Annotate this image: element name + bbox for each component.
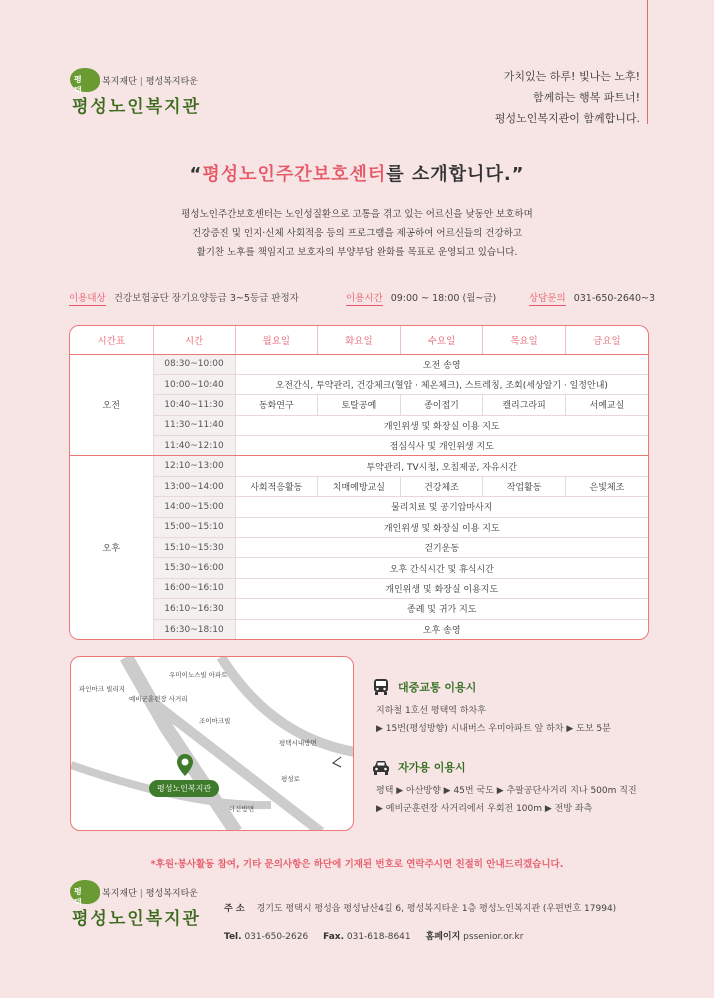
activity-cell-wed: 종이접기	[400, 395, 483, 415]
period-morning: 오전	[70, 354, 153, 456]
map-label-7: 아산방면	[229, 805, 255, 813]
time-cell: 15:30~16:00	[153, 558, 235, 578]
map-label-1: 파인마크 빌리지	[79, 685, 126, 693]
activity-cell: 걷기운동	[235, 538, 648, 558]
location-pin-icon	[177, 754, 193, 776]
car-icon	[372, 758, 390, 776]
header-thu: 목요일	[483, 326, 566, 354]
car-line-2: ▶ 예비군훈련장 사거리에서 우회전 100m ▶ 전방 좌측	[376, 804, 593, 814]
fax-value: 031-618-8641	[346, 932, 411, 942]
logo-org: 복지재단 | 평성복지타운	[102, 77, 198, 87]
bus-line-2: ▶ 15번(평성방향) 시내버스 우미아파트 앞 하차 ▶ 도보 5분	[376, 724, 611, 734]
table-row	[70, 415, 648, 435]
fax-label: Fax.	[323, 932, 344, 942]
hours-info	[346, 290, 496, 304]
logo-name: 평성노인복지관	[72, 97, 201, 117]
contact-info	[529, 290, 655, 304]
bus-title: 대중교통 이용시	[398, 681, 477, 694]
headline	[0, 160, 714, 186]
activity-cell: 개인위생 및 화장실 이용지도	[235, 578, 648, 598]
target-info	[69, 290, 299, 304]
activity-cell: 물리치료 및 공기압마사지	[235, 497, 648, 517]
time-cell: 13:00~14:00	[153, 476, 235, 496]
logo-org1: 복지재단	[102, 77, 137, 87]
table-row	[70, 599, 648, 619]
table-row	[70, 395, 648, 415]
activity-cell-fri: 은빛체조	[565, 476, 648, 496]
intro-text	[0, 205, 714, 262]
time-cell: 15:00~15:10	[153, 517, 235, 537]
time-cell: 08:30~10:00	[153, 354, 235, 374]
headline-rest: 를 소개합니다.”	[386, 164, 525, 185]
header-timetable: 시간표	[70, 326, 153, 354]
table-row	[70, 538, 648, 558]
slogan-line-3: 평성노인복지관이 함께합니다.	[494, 112, 640, 125]
contact-value: 031-650-2640~3	[573, 293, 656, 304]
table-row	[70, 558, 648, 578]
period-afternoon: 오후	[70, 456, 153, 640]
logo-org2: 평성복지타운	[145, 77, 198, 87]
header-wed: 수요일	[400, 326, 483, 354]
address-value: 경기도 평택시 평성읍 평성남산4길 6, 평성복지타운 1층 평성노인복지관 (우편번호 17994)	[256, 904, 617, 914]
hours-label: 이용시간	[346, 293, 383, 304]
intro-line-1: 평성노인주간보호센터는 노인성질환으로 고통을 겪고 있는 어르신을 낮동안 보호하며	[181, 209, 533, 220]
activity-cell: 개인위생 및 화장실 이용 지도	[235, 415, 648, 435]
table-row	[70, 497, 648, 517]
time-cell: 16:30~18:10	[153, 619, 235, 639]
schedule-table	[69, 325, 649, 640]
table-row	[70, 619, 648, 639]
tel-value: 031-650-2626	[244, 932, 309, 942]
footer-logo-name: 평성노인복지관	[72, 909, 201, 929]
footer-logo-org2: 평성복지타운	[145, 889, 198, 899]
activity-cell: 오후 송영	[422, 626, 461, 637]
slogan-line-2: 함께하는 행복 파트너!	[532, 91, 640, 104]
footer-logo-org: 복지재단 | 평성복지타운	[102, 889, 198, 899]
web-label: 홈페이지	[425, 932, 461, 942]
notice-text: *후원·봉사활동 참여, 기타 문의사항은 하단에 기재된 번호로 연락주시면 친절히 안내드리겠습니다.	[150, 859, 564, 870]
logo-leaf-text: 평택	[74, 75, 82, 95]
target-label: 이용대상	[69, 293, 106, 304]
time-cell: 12:10~13:00	[153, 456, 235, 476]
activity-cell-thu: 캘리그라피	[483, 395, 566, 415]
web-link[interactable]: pssenior.or.kr	[463, 932, 524, 942]
map-pin-label: 평성노인복지관	[149, 780, 219, 797]
headline-highlight: 평성노인주간보호센터	[202, 164, 387, 185]
phone-row	[224, 923, 616, 951]
activity-cell-thu: 작업활동	[483, 476, 566, 496]
map-label-6: 평성로	[281, 775, 300, 783]
contact-label: 상담문의	[529, 293, 566, 304]
table-row	[70, 476, 648, 496]
header-time: 시간	[153, 326, 235, 354]
divider-line	[647, 0, 648, 124]
table-row	[70, 517, 648, 537]
header-fri: 금요일	[565, 326, 648, 354]
activity-cell-tue: 토탈공예	[318, 395, 401, 415]
time-cell: 16:00~16:10	[153, 578, 235, 598]
car-title: 자가용 이용시	[398, 761, 466, 774]
time-cell: 11:30~11:40	[153, 415, 235, 435]
header-tue: 화요일	[318, 326, 401, 354]
car-line-1: 평택 ▶ 아산방향 ▶ 45번 국도 ▶ 추팔공단사거리 지나 500m 직진	[376, 786, 637, 796]
map-label-5: 평택시내방면	[279, 739, 317, 747]
time-cell: 16:10~16:30	[153, 599, 235, 619]
table-row	[70, 578, 648, 598]
activity-cell: 종례 및 귀가 지도	[235, 599, 648, 619]
headline-quote: “	[189, 164, 203, 185]
address-row	[224, 895, 616, 923]
activity-cell-tue: 치매예방교실	[318, 476, 401, 496]
target-value: 건강보험공단 장기요양등급 3~5등급 판정자	[113, 293, 299, 304]
activity-cell-mon: 동화연구	[235, 395, 318, 415]
slogan	[495, 66, 640, 129]
bus-icon	[372, 678, 390, 696]
bus-line-1: 지하철 1호선 평택역 하차후	[376, 706, 486, 716]
address-label: 주 소	[224, 904, 245, 914]
time-cell: 10:40~11:30	[153, 395, 235, 415]
table-row	[70, 354, 648, 374]
time-cell: 11:40~12:10	[153, 436, 235, 456]
activity-cell: 점심식사 및 개인위생 지도	[235, 436, 648, 456]
table-row	[70, 374, 648, 394]
activity-cell: 개인위생 및 화장실 이용 지도	[235, 517, 648, 537]
activity-cell: 오후 간식시간 및 휴식시간	[235, 558, 648, 578]
table-row	[70, 436, 648, 456]
activity-cell-fri: 서예교실	[565, 395, 648, 415]
activity-cell: 오전간식, 투약관리, 건강체크(혈압 · 체온체크), 스트레칭, 조회(세상알기 · 일정안내)	[235, 374, 648, 394]
transit-info	[372, 678, 637, 818]
intro-line-3: 활기찬 노후를 책임지고 보호자의 부양부담 완화를 목표로 운영되고 있습니다.	[196, 247, 518, 258]
activity-cell: 투약관리, TV시청, 오침제공, 자유시간	[235, 456, 648, 476]
slogan-line-1: 가치있는 하루! 빛나는 노후!	[503, 70, 640, 83]
tel-label: Tel.	[224, 932, 242, 942]
map-label-2: 우미이노스빌 아파트	[169, 671, 228, 679]
footer-logo-org1: 복지재단	[102, 889, 137, 899]
map-label-4: 조이마크빌	[199, 717, 231, 725]
bus-heading	[372, 678, 637, 696]
map-label-3: 예비군훈련장 사거리	[129, 695, 188, 703]
header-mon: 월요일	[235, 326, 318, 354]
schedule-header-row	[70, 326, 648, 354]
activity-cell-wed: 건강체조	[400, 476, 483, 496]
footer-logo-leaf-text: 평택	[74, 887, 82, 907]
time-cell: 14:00~15:00	[153, 497, 235, 517]
hours-value: 09:00 ~ 18:00 (월~금)	[390, 293, 497, 304]
activity-cell-mon: 사회적응활동	[235, 476, 318, 496]
footer-contact	[224, 895, 616, 951]
activity-cell: 오전 송영	[235, 354, 648, 374]
time-cell: 10:00~10:40	[153, 374, 235, 394]
location-map	[70, 656, 354, 831]
intro-line-2: 건강증진 및 인지·신체 사회적응 등의 프로그램을 제공하여 어르신들의 건강하고	[191, 228, 523, 239]
table-row	[70, 456, 648, 476]
time-cell: 15:10~15:30	[153, 538, 235, 558]
car-heading	[372, 758, 637, 776]
